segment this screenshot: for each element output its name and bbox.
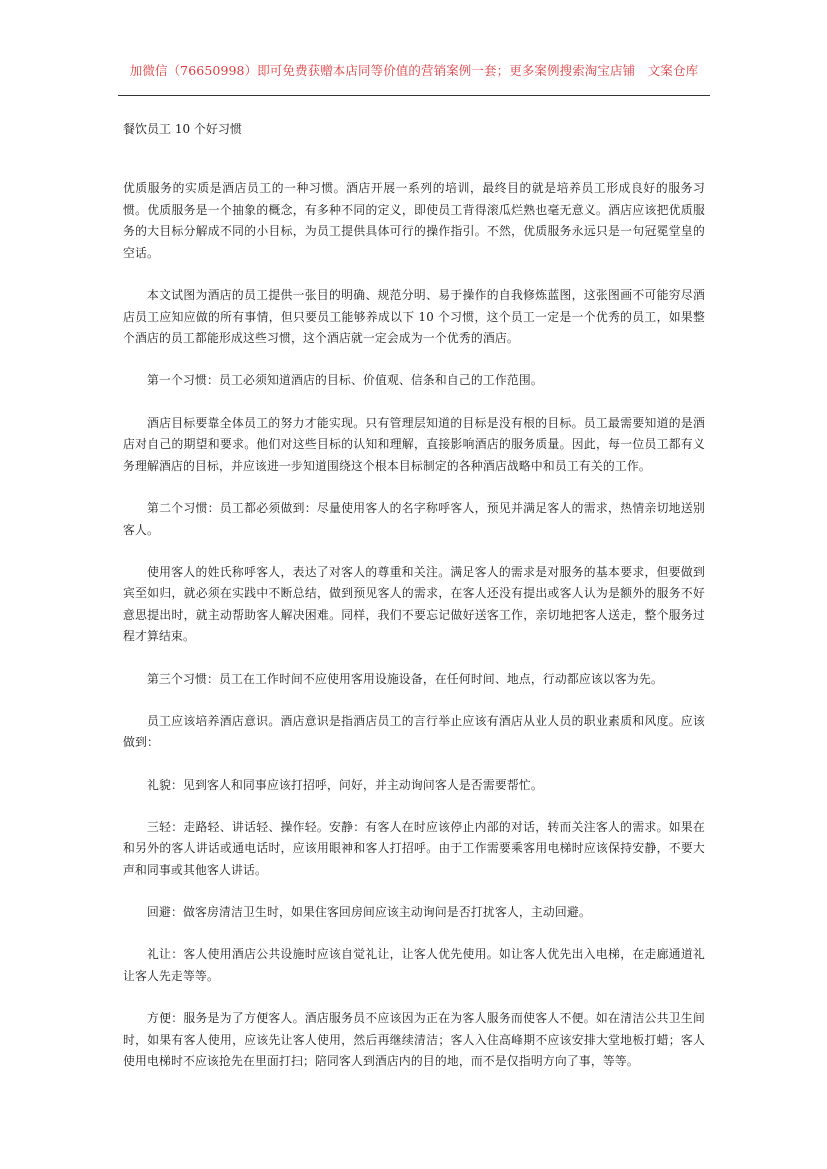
paragraph: 员工应该培养酒店意识。酒店意识是指酒店员工的言行举止应该有酒店从业人员的职业素质和风度。应该做到： — [123, 713, 705, 750]
paragraph: 回避：做客房清洁卫生时，如果住客回房间应该主动询问是否打扰客人，主动回避。 — [147, 905, 591, 920]
paragraph: 礼让：客人使用酒店公共设施时应该自觉礼让，让客人优先使用。如让客人优先出入电梯，在走廊通道礼让客人先走等等。 — [123, 947, 705, 983]
paragraph: 本文试图为酒店的员工提供一张目的明确、规范分明、易于操作的自我修炼蓝图，这张图画不可能穷尽酒店员工应知应做的所有事情，但只要员工能够养成以下 10 个习惯，这个员工一定是一个优秀的员工，如果整个酒店的员工都能形成这些习惯，这个酒店就一定会成为一个优秀的酒店。 — [123, 287, 705, 346]
paragraph: 方便：服务是为了方便客人。酒店服务员不应该因为正在为客人服务而使客人不便。如在清洁公共卫生间时，如果有客人使用，应该先让客人使用，然后再继续清洁；客人入住高峰期不应该安排大堂地板打蜡；客人使用电梯时不应该抢先在里面打扫；陪同客人到酒店内的目的地，而不是仅指明方向了事，等等。 — [123, 1011, 705, 1069]
promo-banner: 加微信（76650998）即可免费获赠本店同等价值的营销案例一套；更多案例搜索淘宝店铺 文案仓库 — [129, 63, 699, 78]
paragraph: 优质服务的实质是酒店员工的一种习惯。酒店开展一系列的培训，最终目的就是培养员工形成良好的服务习惯。优质服务是一个抽象的概念，有多种不同的定义，即使员工背得滚瓜烂熟也毫无意义。酒店应该把优质服务的大目标分解成不同的小目标，为员工提供具体可行的操作指引。不然，优质服务永远只是一句冠冕堂皇的空话。 — [123, 181, 705, 260]
paragraph: 酒店目标要靠全体员工的努力才能实现。只有管理层知道的目标是没有根的目标。员工最需要知道的是酒店对自己的期望和要求。他们对这些目标的认知和理解，直接影响酒店的服务质量。因此，每一位员工都有义务理解酒店的目标，并应该进一步知道围绕这个根本目标制定的各种酒店战略中和员工有关的工作。 — [123, 415, 705, 473]
paragraph: 三轻：走路轻、讲话轻、操作轻。安静：有客人在时应该停止内部的对话，转而关注客人的需求。如果在和另外的客人讲话或通电话时，应该用眼神和客人打招呼。由于工作需要乘客用电梯时应该保持安静，不要大声和同事或其他客人讲话。 — [123, 819, 705, 877]
document-title: 餐饮员工 10 个好习惯 — [123, 122, 242, 136]
paragraph: 使用客人的姓氏称呼客人，表达了对客人的尊重和关注。满足客人的需求是对服务的基本要求，但要做到宾至如归，就必须在实践中不断总结，做到预见客人的需求，在客人还没有提出或客人认为是额外的服务不好意思提出时，就主动帮助客人解决困难。同样，我们不要忘记做好送客工作，亲切地把客人送走，整个服务过程才算结束。 — [123, 564, 705, 644]
habit-heading: 第三个习惯：员工在工作时间不应使用客用设施设备，在任何时间、地点，行动都应该以客为先。 — [147, 671, 663, 686]
header-divider — [118, 95, 710, 96]
habit-heading: 第一个习惯：员工必须知道酒店的目标、价值观、信条和自己的工作范围。 — [147, 373, 543, 388]
habit-heading: 第二个习惯：员工都必须做到：尽量使用客人的名字称呼客人，预见并满足客人的需求，热情亲切地送别客人。 — [123, 500, 705, 537]
paragraph: 礼貌：见到客人和同事应该打招呼，问好，并主动询问客人是否需要帮忙。 — [147, 777, 543, 792]
document-body — [123, 178, 705, 1094]
